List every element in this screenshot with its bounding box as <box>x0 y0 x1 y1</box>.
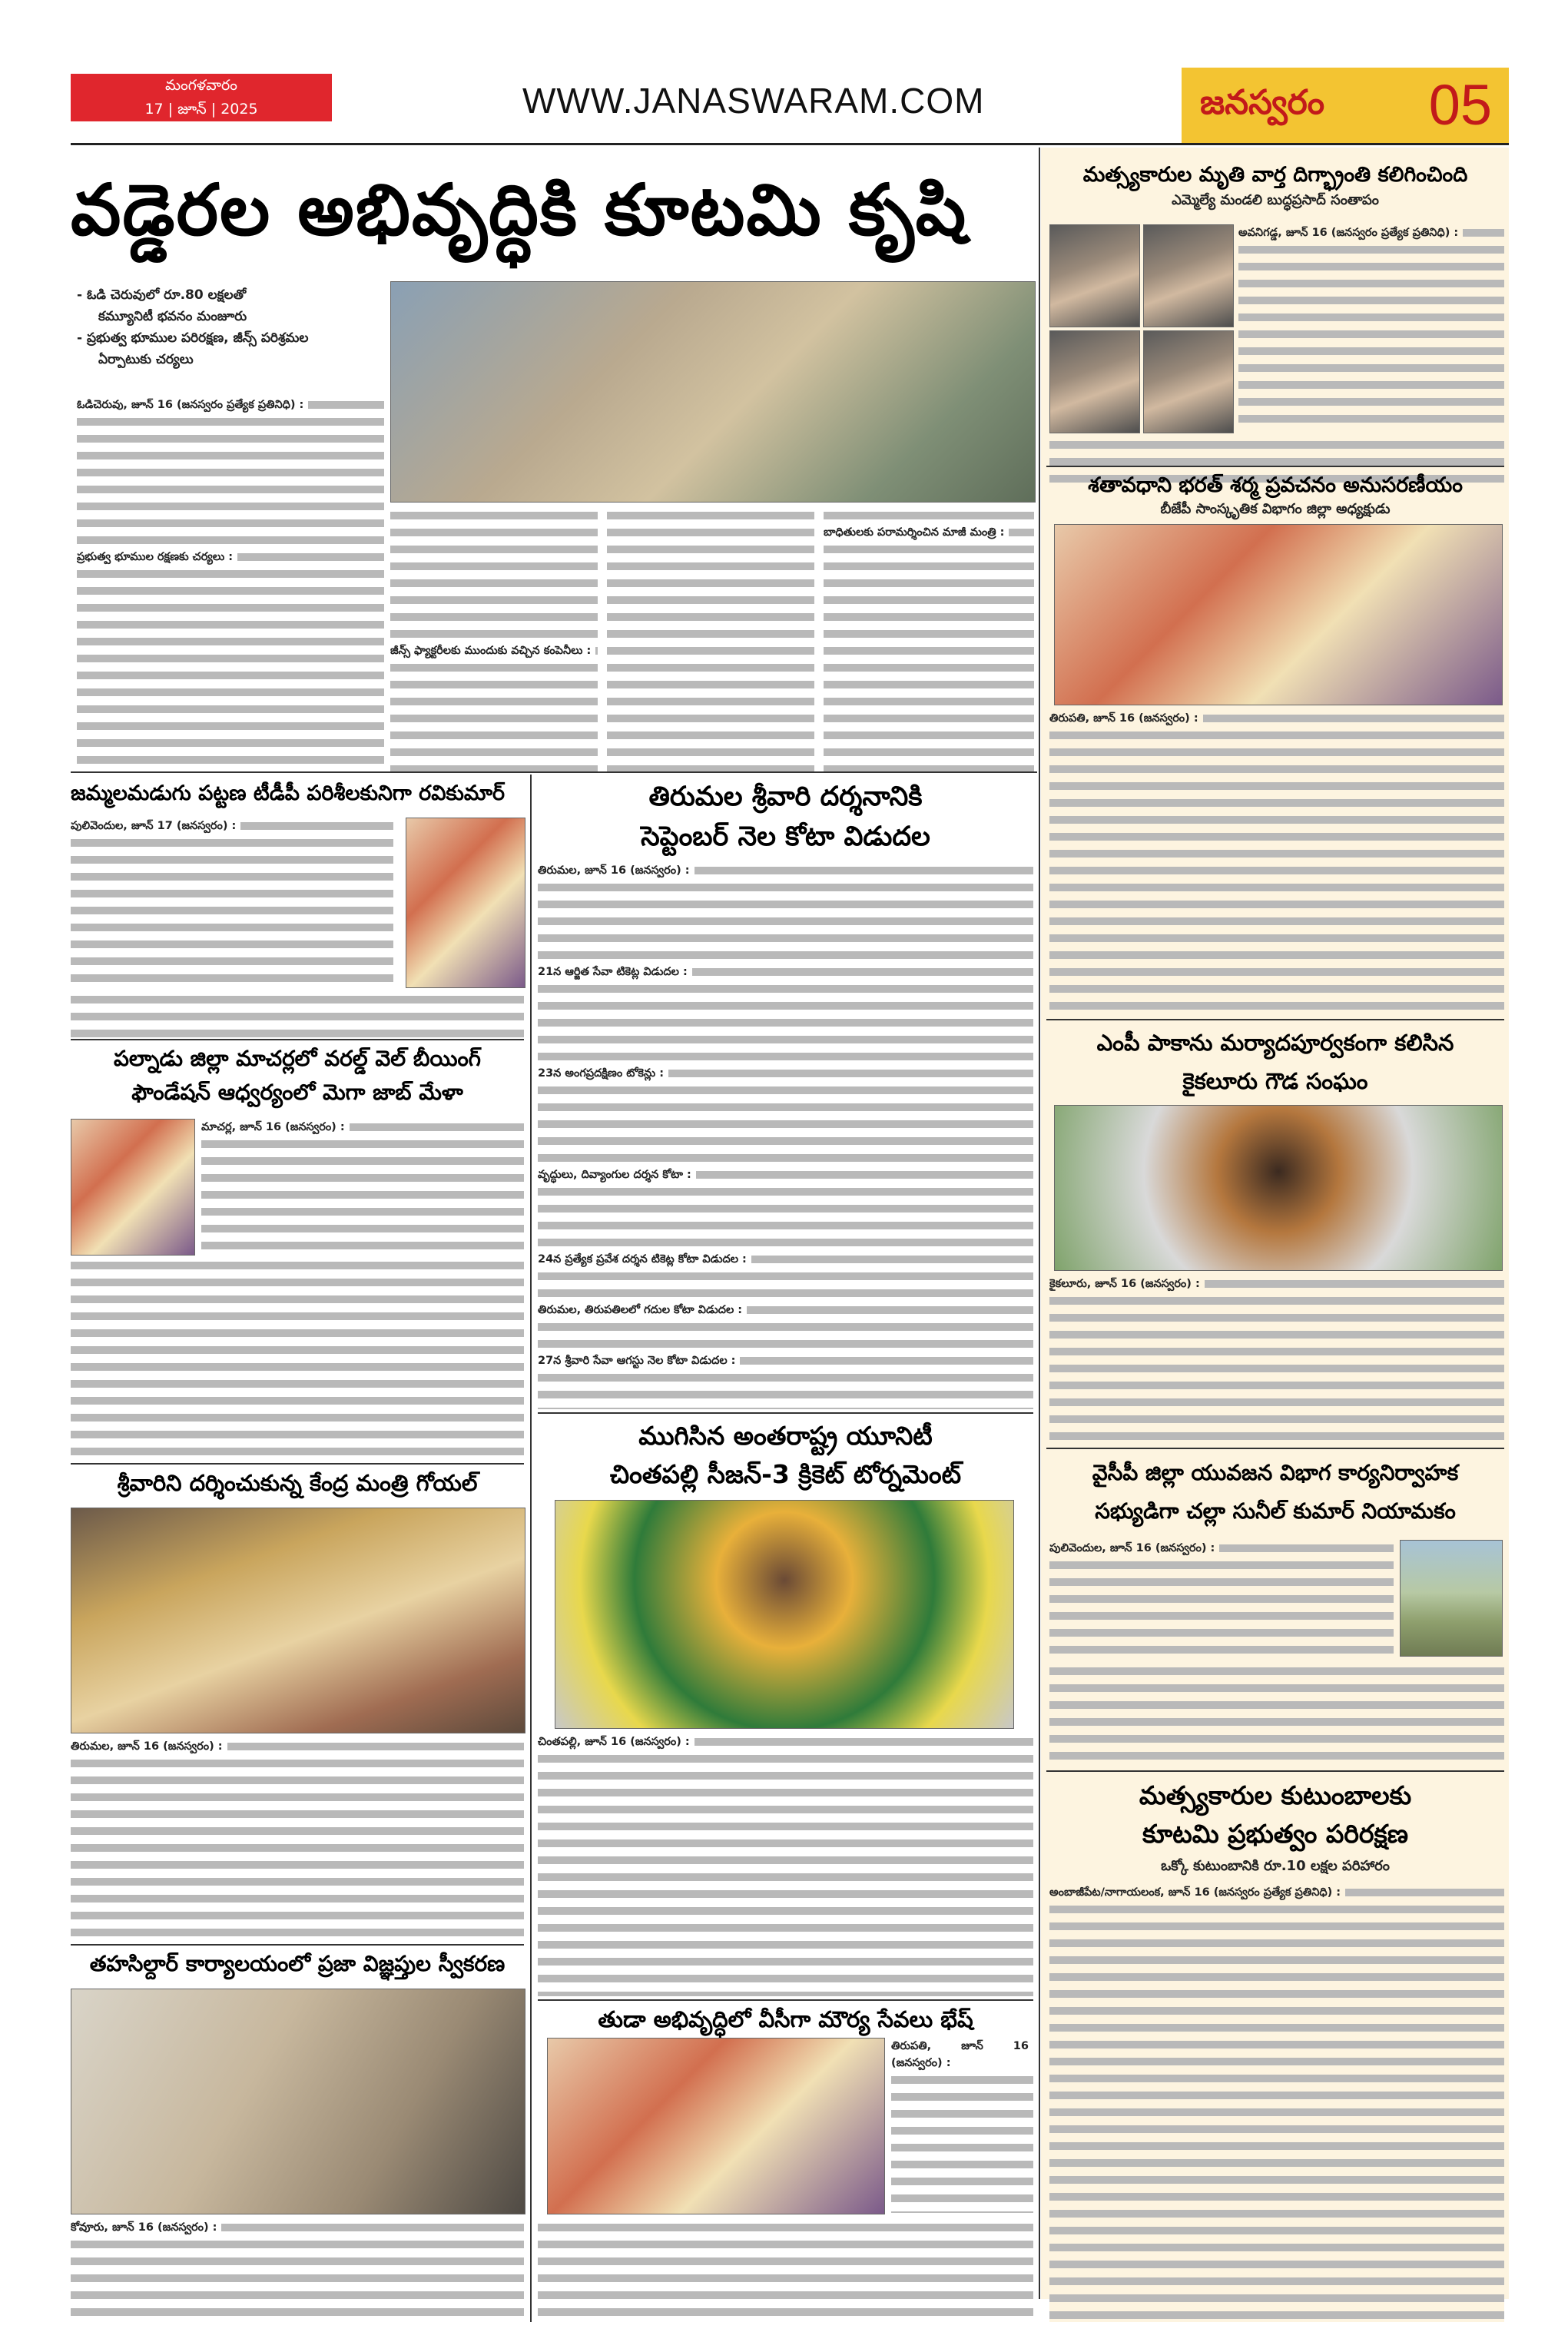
website-url[interactable]: WWW.JANASWARAM.COM <box>522 81 985 121</box>
mp-meeting-dateline: కైకలూరు, జూన్ 16 (జనస్వరం) : <box>1049 1276 1205 1292</box>
cricket-dateline: చింతపల్లి, జూన్ 16 (జనస్వరం) : <box>538 1733 694 1750</box>
masthead-rule <box>71 143 1509 145</box>
rule <box>1046 1770 1504 1772</box>
palnadu-body-1 <box>201 1119 524 1254</box>
lead-body-col1 <box>77 396 384 773</box>
ysrcp-dateline: పులివెందుల, జూన్ 16 (జనస్వరం) : <box>1049 1540 1219 1557</box>
fishermen-photo-1 <box>1049 224 1140 327</box>
ysrcp-headline-1: వైసీపీ జిల్లా యువజన విభాగ కార్యనిర్వాహక <box>1092 1460 1459 1485</box>
fishermen-death-body <box>1238 224 1504 432</box>
goyal-photo <box>71 1508 525 1733</box>
tahsildar-headline: తహసిల్దార్ కార్యాలయంలో ప్రజా విజ్ఞప్తుల స్వీకరణ <box>89 1951 506 1976</box>
lead-body-col4 <box>824 507 1034 773</box>
rule <box>1046 1448 1504 1449</box>
bharat-sharma-headline: శతావధాని భరత్ శర్మ ప్రవచనం అనుసరణీయం <box>1088 473 1463 497</box>
lead-bottom-rule <box>71 771 1037 773</box>
fisher-families-dateline: అంబాజీపేట/నాగాయలంక, జూన్ 16 (జనస్వరం ప్రత్యేక ప్రతినిధి) : <box>1049 1884 1345 1901</box>
fisher-families-subhead: ఒక్కో కుటుంబానికి రూ.10 లక్షల పరిహారం <box>1161 1858 1390 1874</box>
tirumala-body <box>538 862 1033 1409</box>
lead-bullet: - ఓడి చెరువులో రూ.80 లక్షలతో <box>77 287 247 303</box>
goyal-headline: శ్రీవారిని దర్శించుకున్న కేంద్ర మంత్రి గోయల్ <box>117 1470 478 1496</box>
tirumala-subhead: 23న అంగప్రదక్షిణం టోకెన్లు : <box>538 1065 668 1082</box>
fisher-families-headline-2: కూటమి ప్రభుత్వం పరిరక్షణ <box>1142 1819 1408 1849</box>
goyal-dateline: తిరుమల, జూన్ 16 (జనస్వరం) : <box>71 1738 227 1755</box>
lead-photo <box>390 281 1036 503</box>
tirumala-headline-1: తిరుమల శ్రీవారి దర్శనానికి <box>648 781 923 812</box>
bharat-sharma-photo <box>1054 524 1503 705</box>
bharat-sharma-subhead: బీజేపీ సాంస్కృతిక విభాగం జిల్లా అధ్యక్షుడు <box>1160 501 1391 517</box>
bharat-sharma-dateline: తిరుపతి, జూన్ 16 (జనస్వరం) : <box>1049 710 1203 727</box>
ravikumar-photo <box>406 818 525 988</box>
tahsildar-photo <box>71 1989 525 2214</box>
sunil-kumar-photo <box>1400 1540 1503 1657</box>
tirumala-headline-2: సెప్టెంబర్ నెల కోటా విడుదల <box>641 821 930 852</box>
lead-bullet: కమ్యూనిటీ భవనం మంజూరు <box>98 309 247 324</box>
jammalamadugu-dateline: పులివెందుల, జూన్ 17 (జనస్వరం) : <box>71 818 240 834</box>
fishermen-photo-4 <box>1143 330 1234 433</box>
masthead-day: మంగళవారం <box>165 77 237 94</box>
palnadu-body-2 <box>71 1257 524 1460</box>
tuda-body <box>538 2219 1033 2322</box>
fisher-families-headline-1: మత్స్యకారుల కుటుంబాలకు <box>1139 1780 1412 1810</box>
tahsildar-body <box>71 2219 524 2322</box>
mp-meeting-headline-2: కైకలూరు గౌడ సంఘం <box>1182 1068 1368 1094</box>
tahsildar-dateline: కోవూరు, జూన్ 16 (జనస్వరం) : <box>71 2219 221 2236</box>
rule <box>71 1463 524 1465</box>
tirumala-subhead: తిరుమల, తిరుపతిలలో గదుల కోటా విడుదల : <box>538 1302 747 1319</box>
rule <box>71 1944 524 1946</box>
jammalamadugu-body-2 <box>71 991 524 1037</box>
bharat-sharma-body <box>1049 710 1504 1014</box>
fishermen-death-dateline: అవనిగడ్డ, జూన్ 16 (జనస్వరం ప్రత్యేక ప్రతినిధి) : <box>1238 224 1463 241</box>
lead-subhead-1: ప్రభుత్వ భూముల రక్షణకు చర్యలు : <box>77 549 237 566</box>
tuda-headline: తుడా అభివృద్ధిలో వీసీగా మౌర్య సేవలు భేష్ <box>598 2006 973 2032</box>
rule <box>71 1039 524 1040</box>
mp-meeting-photo <box>1054 1105 1503 1271</box>
ysrcp-body-1 <box>1049 1540 1394 1660</box>
fishermen-death-headline: మత్స్యకారుల మృతి వార్త దిగ్భ్రాంతి కలిగించింది <box>1082 163 1468 187</box>
fishermen-death-subhead: ఎమ్మెల్యే మండలి బుద్ధప్రసాద్ సంతాపం <box>1172 192 1379 208</box>
lead-subhead-3: బాధితులకు పరామర్శించిన మాజీ మంత్రి : <box>824 524 1009 541</box>
cricket-headline-1: ముగిసిన అంతరాష్ట్ర యూనిటీ <box>638 1421 933 1451</box>
rule <box>538 1999 1033 2001</box>
mp-meeting-headline-1: ఎంపీ పాకాను మర్యాదపూర్వకంగా కలిసిన <box>1096 1030 1454 1056</box>
date-badge <box>71 74 332 121</box>
fishermen-photo-3 <box>1049 330 1140 433</box>
masthead-date: 17 | జూన్ | 2025 <box>144 101 258 118</box>
column-divider <box>530 775 532 2322</box>
page-number: 05 <box>1428 73 1492 137</box>
mp-meeting-body <box>1049 1276 1504 1445</box>
sidebar-divider <box>1039 148 1040 2299</box>
brand-box <box>1182 68 1509 143</box>
fisher-families-body <box>1049 1884 1504 2322</box>
palnadu-dateline: మాచర్ల, జూన్ 16 (జనస్వరం) : <box>201 1119 350 1136</box>
lead-bullet: - ప్రభుత్వ భూముల పరిరక్షణ, జీన్స్ పరిశ్రమల <box>77 330 309 346</box>
cricket-headline-2: చింతపల్లి సీజన్-3 క్రికెట్ టోర్నమెంట్ <box>609 1459 962 1489</box>
lead-bullets <box>77 284 384 370</box>
palnadu-headline-1: పల్నాడు జిల్లా మాచర్లలో వరల్డ్ వెల్ బీయింగ్ <box>114 1046 481 1071</box>
cricket-body <box>538 1733 1033 1996</box>
tirumala-subhead: 21న ఆర్జిత సేవా టికెట్ల విడుదల : <box>538 964 692 980</box>
tuda-body-side <box>891 2038 1033 2213</box>
goyal-body <box>71 1738 524 1941</box>
palnadu-headline-2: ఫౌండేషన్ ఆధ్వర్యంలో మెగా జాబ్ మేళా <box>131 1080 463 1105</box>
cricket-photo <box>555 1500 1014 1729</box>
ysrcp-body-2 <box>1049 1663 1504 1767</box>
palnadu-photo <box>71 1119 195 1256</box>
lead-bullet: ఏర్పాటుకు చర్యలు <box>98 352 194 367</box>
rule <box>1046 1019 1504 1020</box>
brand-name: జనస్వరం <box>1200 83 1325 122</box>
rule <box>1046 466 1504 467</box>
jammalamadugu-headline: జమ్మలమడుగు పట్టణ టీడీపీ పరిశీలకునిగా రవికుమార్ <box>71 781 506 805</box>
tirumala-subhead: వృద్ధులు, దివ్యాంగుల దర్శన కోటా : <box>538 1166 696 1183</box>
ysrcp-headline-2: సభ్యుడిగా చల్లా సునీల్ కుమార్ నియామకం <box>1095 1498 1456 1524</box>
lead-body-col2 <box>390 507 598 773</box>
rule <box>538 1412 1033 1414</box>
lead-dateline: ఓడిచెరువు, జూన్ 16 (జనస్వరం ప్రత్యేక ప్రతినిధి) : <box>77 396 308 413</box>
tirumala-subhead: 27న శ్రీవారి సేవా ఆగస్టు నెల కోటా విడుదల : <box>538 1352 740 1369</box>
lead-body-col3 <box>607 507 814 773</box>
tirumala-dateline: తిరుమల, జూన్ 16 (జనస్వరం) : <box>538 862 694 879</box>
tuda-dateline: తిరుపతి, జూన్ 16 (జనస్వరం) : <box>891 2038 1033 2072</box>
lead-subhead-2: జీన్స్ ఫ్యాక్టరీలకు ముందుకు వచ్చిన కంపెనీలు : <box>390 642 595 659</box>
tirumala-subhead: 24న ప్రత్యేక ప్రవేశ దర్శన టికెట్ల కోటా విడుదల : <box>538 1251 751 1268</box>
fishermen-photo-2 <box>1143 224 1234 327</box>
tuda-photo <box>547 2038 885 2214</box>
lead-headline: వడ్డెరల అభివృద్ధికి కూటమి కృషి <box>71 169 968 251</box>
